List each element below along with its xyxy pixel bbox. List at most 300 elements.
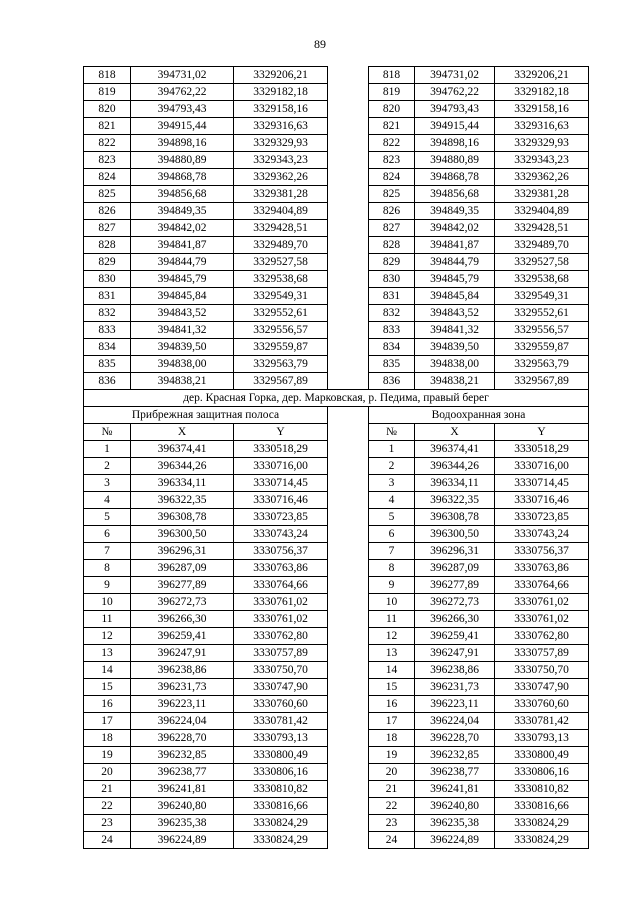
right-cell-x: 396322,35 bbox=[415, 492, 495, 509]
left-cell-num: 828 bbox=[84, 237, 131, 254]
left-cell-num: 818 bbox=[84, 67, 131, 84]
right-cell-num: 818 bbox=[369, 67, 415, 84]
left-cell-x: 394839,50 bbox=[131, 339, 234, 356]
left-cell-num: 10 bbox=[84, 594, 131, 611]
right-cell-x: 396266,30 bbox=[415, 611, 495, 628]
right-cell-y: 3330716,00 bbox=[495, 458, 589, 475]
right-cell-x: 394880,89 bbox=[415, 152, 495, 169]
right-cell-y: 3330824,29 bbox=[495, 815, 589, 832]
right-cell-y: 3330763,86 bbox=[495, 560, 589, 577]
left-cell-y: 3329182,18 bbox=[234, 84, 328, 101]
right-cell-num: 836 bbox=[369, 373, 415, 390]
right-cell-num: 834 bbox=[369, 339, 415, 356]
right-cell-y: 3330760,60 bbox=[495, 696, 589, 713]
right-cell-y: 3330816,66 bbox=[495, 798, 589, 815]
right-cell-y: 3330764,66 bbox=[495, 577, 589, 594]
left-cell-x: 396374,41 bbox=[131, 441, 234, 458]
left-cell-num: 3 bbox=[84, 475, 131, 492]
left-cell-y: 3329316,63 bbox=[234, 118, 328, 135]
left-cell-num: 826 bbox=[84, 203, 131, 220]
right-header-x: X bbox=[415, 424, 495, 441]
right-cell-x: 394762,22 bbox=[415, 84, 495, 101]
left-cell-y: 3330716,46 bbox=[234, 492, 328, 509]
left-cell-y: 3330756,37 bbox=[234, 543, 328, 560]
table-row bbox=[84, 781, 589, 798]
right-cell-num: 832 bbox=[369, 305, 415, 322]
top-rows bbox=[84, 67, 589, 390]
left-cell-num: 21 bbox=[84, 781, 131, 798]
right-cell-y: 3330762,80 bbox=[495, 628, 589, 645]
right-cell-x: 396277,89 bbox=[415, 577, 495, 594]
table-row bbox=[84, 322, 589, 339]
left-cell-num: 823 bbox=[84, 152, 131, 169]
left-header-x: X bbox=[131, 424, 234, 441]
right-cell-x: 396235,38 bbox=[415, 815, 495, 832]
right-cell-y: 3329404,89 bbox=[495, 203, 589, 220]
right-cell-y: 3330750,70 bbox=[495, 662, 589, 679]
right-cell-num: 9 bbox=[369, 577, 415, 594]
right-cell-x: 396308,78 bbox=[415, 509, 495, 526]
table-row bbox=[84, 441, 589, 458]
left-cell-num: 2 bbox=[84, 458, 131, 475]
right-cell-x: 396287,09 bbox=[415, 560, 495, 577]
table-row bbox=[84, 220, 589, 237]
right-cell-num: 23 bbox=[369, 815, 415, 832]
right-cell-y: 3329559,87 bbox=[495, 339, 589, 356]
left-cell-x: 396266,30 bbox=[131, 611, 234, 628]
left-cell-x: 396240,80 bbox=[131, 798, 234, 815]
right-cell-num: 6 bbox=[369, 526, 415, 543]
right-cell-num: 8 bbox=[369, 560, 415, 577]
left-cell-num: 836 bbox=[84, 373, 131, 390]
right-header-y: Y bbox=[495, 424, 589, 441]
table-row bbox=[84, 492, 589, 509]
left-cell-num: 819 bbox=[84, 84, 131, 101]
right-cell-x: 396259,41 bbox=[415, 628, 495, 645]
right-cell-num: 18 bbox=[369, 730, 415, 747]
right-cell-num: 827 bbox=[369, 220, 415, 237]
left-cell-num: 834 bbox=[84, 339, 131, 356]
table-row bbox=[84, 730, 589, 747]
left-cell-y: 3330800,49 bbox=[234, 747, 328, 764]
right-cell-y: 3329316,63 bbox=[495, 118, 589, 135]
left-cell-y: 3330757,89 bbox=[234, 645, 328, 662]
left-cell-y: 3329206,21 bbox=[234, 67, 328, 84]
right-cell-y: 3329158,16 bbox=[495, 101, 589, 118]
right-cell-x: 396238,86 bbox=[415, 662, 495, 679]
right-cell-x: 396344,26 bbox=[415, 458, 495, 475]
left-cell-y: 3329552,61 bbox=[234, 305, 328, 322]
left-cell-y: 3329559,87 bbox=[234, 339, 328, 356]
left-cell-y: 3329362,26 bbox=[234, 169, 328, 186]
left-cell-num: 822 bbox=[84, 135, 131, 152]
right-cell-num: 823 bbox=[369, 152, 415, 169]
left-cell-y: 3330714,45 bbox=[234, 475, 328, 492]
right-cell-num: 825 bbox=[369, 186, 415, 203]
group-title-row bbox=[84, 407, 589, 424]
left-cell-x: 394856,68 bbox=[131, 186, 234, 203]
right-cell-x: 396224,89 bbox=[415, 832, 495, 849]
left-cell-x: 396231,73 bbox=[131, 679, 234, 696]
table-row bbox=[84, 560, 589, 577]
right-cell-y: 3330781,42 bbox=[495, 713, 589, 730]
right-cell-num: 20 bbox=[369, 764, 415, 781]
left-cell-y: 3330824,29 bbox=[234, 815, 328, 832]
left-cell-x: 394841,87 bbox=[131, 237, 234, 254]
left-cell-y: 3330816,66 bbox=[234, 798, 328, 815]
left-cell-y: 3330716,00 bbox=[234, 458, 328, 475]
left-cell-x: 394915,44 bbox=[131, 118, 234, 135]
right-cell-y: 3329567,89 bbox=[495, 373, 589, 390]
right-cell-x: 396231,73 bbox=[415, 679, 495, 696]
left-cell-num: 829 bbox=[84, 254, 131, 271]
left-cell-x: 396223,11 bbox=[131, 696, 234, 713]
left-cell-num: 7 bbox=[84, 543, 131, 560]
left-cell-y: 3329158,16 bbox=[234, 101, 328, 118]
left-cell-x: 396259,41 bbox=[131, 628, 234, 645]
column-header-row bbox=[84, 424, 589, 441]
right-cell-y: 3329489,70 bbox=[495, 237, 589, 254]
left-cell-y: 3330761,02 bbox=[234, 611, 328, 628]
right-cell-num: 824 bbox=[369, 169, 415, 186]
right-cell-y: 3329362,26 bbox=[495, 169, 589, 186]
left-cell-x: 396287,09 bbox=[131, 560, 234, 577]
left-cell-num: 19 bbox=[84, 747, 131, 764]
left-cell-num: 5 bbox=[84, 509, 131, 526]
left-cell-num: 825 bbox=[84, 186, 131, 203]
left-cell-y: 3329567,89 bbox=[234, 373, 328, 390]
left-cell-y: 3330806,16 bbox=[234, 764, 328, 781]
right-cell-x: 394844,79 bbox=[415, 254, 495, 271]
table-row bbox=[84, 594, 589, 611]
table-row bbox=[84, 628, 589, 645]
right-cell-x: 394845,84 bbox=[415, 288, 495, 305]
right-cell-x: 396334,11 bbox=[415, 475, 495, 492]
right-cell-x: 396228,70 bbox=[415, 730, 495, 747]
right-cell-num: 10 bbox=[369, 594, 415, 611]
left-cell-y: 3330760,60 bbox=[234, 696, 328, 713]
left-cell-num: 11 bbox=[84, 611, 131, 628]
table-row bbox=[84, 118, 589, 135]
right-cell-num: 22 bbox=[369, 798, 415, 815]
right-cell-num: 12 bbox=[369, 628, 415, 645]
table-row bbox=[84, 254, 589, 271]
left-cell-y: 3330763,86 bbox=[234, 560, 328, 577]
right-cell-num: 820 bbox=[369, 101, 415, 118]
right-cell-num: 821 bbox=[369, 118, 415, 135]
table-row bbox=[84, 543, 589, 560]
left-cell-x: 394838,00 bbox=[131, 356, 234, 373]
table-row bbox=[84, 373, 589, 390]
right-cell-x: 394841,87 bbox=[415, 237, 495, 254]
table-row bbox=[84, 611, 589, 628]
left-cell-num: 14 bbox=[84, 662, 131, 679]
table-row bbox=[84, 67, 589, 84]
left-cell-x: 394845,84 bbox=[131, 288, 234, 305]
table-row bbox=[84, 815, 589, 832]
page-number: 89 bbox=[314, 37, 326, 51]
left-cell-x: 394793,43 bbox=[131, 101, 234, 118]
right-cell-y: 3329428,51 bbox=[495, 220, 589, 237]
left-cell-y: 3330764,66 bbox=[234, 577, 328, 594]
left-cell-num: 831 bbox=[84, 288, 131, 305]
right-cell-x: 396247,91 bbox=[415, 645, 495, 662]
left-cell-x: 396228,70 bbox=[131, 730, 234, 747]
left-cell-y: 3330761,02 bbox=[234, 594, 328, 611]
right-cell-x: 394793,43 bbox=[415, 101, 495, 118]
left-cell-y: 3329563,79 bbox=[234, 356, 328, 373]
right-cell-num: 13 bbox=[369, 645, 415, 662]
right-cell-y: 3329182,18 bbox=[495, 84, 589, 101]
right-cell-x: 396224,04 bbox=[415, 713, 495, 730]
left-cell-num: 9 bbox=[84, 577, 131, 594]
table-row bbox=[84, 764, 589, 781]
table-row bbox=[84, 832, 589, 849]
left-cell-num: 1 bbox=[84, 441, 131, 458]
right-cell-num: 828 bbox=[369, 237, 415, 254]
left-cell-y: 3330810,82 bbox=[234, 781, 328, 798]
left-cell-y: 3329556,57 bbox=[234, 322, 328, 339]
right-cell-x: 394843,52 bbox=[415, 305, 495, 322]
section-title: дер. Красная Горка, дер. Марковская, р. Педима, правый берег bbox=[84, 390, 589, 407]
left-cell-x: 396224,04 bbox=[131, 713, 234, 730]
table-row bbox=[84, 713, 589, 730]
left-cell-num: 832 bbox=[84, 305, 131, 322]
right-header-num: № bbox=[369, 424, 415, 441]
right-cell-y: 3329527,58 bbox=[495, 254, 589, 271]
left-cell-x: 394838,21 bbox=[131, 373, 234, 390]
left-cell-x: 396344,26 bbox=[131, 458, 234, 475]
table-row bbox=[84, 186, 589, 203]
left-cell-num: 18 bbox=[84, 730, 131, 747]
left-cell-y: 3330824,29 bbox=[234, 832, 328, 849]
left-cell-x: 394843,52 bbox=[131, 305, 234, 322]
right-cell-y: 3329552,61 bbox=[495, 305, 589, 322]
right-cell-num: 7 bbox=[369, 543, 415, 560]
right-cell-y: 3329329,93 bbox=[495, 135, 589, 152]
right-cell-num: 829 bbox=[369, 254, 415, 271]
coordinates-table bbox=[83, 66, 589, 849]
left-cell-num: 20 bbox=[84, 764, 131, 781]
left-cell-x: 396247,91 bbox=[131, 645, 234, 662]
table-row bbox=[84, 526, 589, 543]
right-cell-y: 3330761,02 bbox=[495, 594, 589, 611]
left-cell-y: 3330762,80 bbox=[234, 628, 328, 645]
right-cell-y: 3330810,82 bbox=[495, 781, 589, 798]
right-cell-x: 396240,80 bbox=[415, 798, 495, 815]
left-cell-x: 396296,31 bbox=[131, 543, 234, 560]
right-cell-x: 396374,41 bbox=[415, 441, 495, 458]
table-row bbox=[84, 696, 589, 713]
right-cell-x: 396296,31 bbox=[415, 543, 495, 560]
left-cell-num: 830 bbox=[84, 271, 131, 288]
right-cell-y: 3330757,89 bbox=[495, 645, 589, 662]
right-cell-num: 826 bbox=[369, 203, 415, 220]
left-cell-x: 394898,16 bbox=[131, 135, 234, 152]
right-cell-num: 15 bbox=[369, 679, 415, 696]
right-cell-x: 394898,16 bbox=[415, 135, 495, 152]
left-cell-x: 394731,02 bbox=[131, 67, 234, 84]
right-cell-x: 396241,81 bbox=[415, 781, 495, 798]
left-cell-x: 394842,02 bbox=[131, 220, 234, 237]
right-cell-num: 2 bbox=[369, 458, 415, 475]
table-row bbox=[84, 135, 589, 152]
right-cell-num: 19 bbox=[369, 747, 415, 764]
left-cell-x: 396241,81 bbox=[131, 781, 234, 798]
left-cell-num: 821 bbox=[84, 118, 131, 135]
right-cell-num: 831 bbox=[369, 288, 415, 305]
left-cell-y: 3329527,58 bbox=[234, 254, 328, 271]
right-cell-x: 394915,44 bbox=[415, 118, 495, 135]
right-cell-x: 396238,77 bbox=[415, 764, 495, 781]
right-cell-x: 394838,00 bbox=[415, 356, 495, 373]
right-cell-num: 835 bbox=[369, 356, 415, 373]
left-cell-x: 396277,89 bbox=[131, 577, 234, 594]
table-row bbox=[84, 84, 589, 101]
left-cell-num: 23 bbox=[84, 815, 131, 832]
left-group-title: Прибрежная защитная полоса bbox=[84, 407, 328, 424]
left-cell-y: 3329381,28 bbox=[234, 186, 328, 203]
right-cell-num: 17 bbox=[369, 713, 415, 730]
right-cell-y: 3330806,16 bbox=[495, 764, 589, 781]
left-cell-num: 833 bbox=[84, 322, 131, 339]
left-cell-y: 3330747,90 bbox=[234, 679, 328, 696]
left-cell-y: 3330518,29 bbox=[234, 441, 328, 458]
left-cell-x: 394880,89 bbox=[131, 152, 234, 169]
right-cell-x: 394731,02 bbox=[415, 67, 495, 84]
left-cell-x: 394849,35 bbox=[131, 203, 234, 220]
right-cell-x: 396300,50 bbox=[415, 526, 495, 543]
right-cell-num: 819 bbox=[369, 84, 415, 101]
left-cell-x: 396308,78 bbox=[131, 509, 234, 526]
left-cell-x: 396322,35 bbox=[131, 492, 234, 509]
right-cell-y: 3330824,29 bbox=[495, 832, 589, 849]
left-cell-x: 396272,73 bbox=[131, 594, 234, 611]
right-cell-num: 3 bbox=[369, 475, 415, 492]
table-row bbox=[84, 101, 589, 118]
table-row bbox=[84, 305, 589, 322]
right-cell-x: 396232,85 bbox=[415, 747, 495, 764]
right-cell-y: 3330747,90 bbox=[495, 679, 589, 696]
table-row bbox=[84, 169, 589, 186]
table-row bbox=[84, 288, 589, 305]
right-cell-num: 1 bbox=[369, 441, 415, 458]
right-cell-x: 396272,73 bbox=[415, 594, 495, 611]
right-cell-num: 5 bbox=[369, 509, 415, 526]
right-cell-num: 24 bbox=[369, 832, 415, 849]
left-cell-y: 3329538,68 bbox=[234, 271, 328, 288]
left-cell-num: 8 bbox=[84, 560, 131, 577]
left-cell-x: 396300,50 bbox=[131, 526, 234, 543]
left-cell-num: 827 bbox=[84, 220, 131, 237]
right-cell-y: 3330716,46 bbox=[495, 492, 589, 509]
right-cell-x: 396223,11 bbox=[415, 696, 495, 713]
right-cell-y: 3330793,13 bbox=[495, 730, 589, 747]
right-cell-x: 394841,32 bbox=[415, 322, 495, 339]
left-cell-x: 396238,77 bbox=[131, 764, 234, 781]
left-cell-y: 3329343,23 bbox=[234, 152, 328, 169]
right-cell-num: 822 bbox=[369, 135, 415, 152]
left-cell-num: 824 bbox=[84, 169, 131, 186]
right-cell-y: 3329206,21 bbox=[495, 67, 589, 84]
left-cell-num: 13 bbox=[84, 645, 131, 662]
right-cell-num: 833 bbox=[369, 322, 415, 339]
right-cell-y: 3330714,45 bbox=[495, 475, 589, 492]
left-cell-x: 394844,79 bbox=[131, 254, 234, 271]
right-cell-y: 3330743,24 bbox=[495, 526, 589, 543]
table-row bbox=[84, 662, 589, 679]
table-row bbox=[84, 356, 589, 373]
right-cell-num: 830 bbox=[369, 271, 415, 288]
table-row bbox=[84, 458, 589, 475]
left-cell-y: 3329404,89 bbox=[234, 203, 328, 220]
right-cell-x: 394838,21 bbox=[415, 373, 495, 390]
right-cell-y: 3330756,37 bbox=[495, 543, 589, 560]
left-cell-y: 3330743,24 bbox=[234, 526, 328, 543]
left-cell-x: 394868,78 bbox=[131, 169, 234, 186]
right-cell-num: 16 bbox=[369, 696, 415, 713]
left-cell-x: 396235,38 bbox=[131, 815, 234, 832]
right-cell-y: 3330800,49 bbox=[495, 747, 589, 764]
left-cell-y: 3330793,13 bbox=[234, 730, 328, 747]
left-header-num: № bbox=[84, 424, 131, 441]
right-cell-x: 394839,50 bbox=[415, 339, 495, 356]
left-cell-x: 394841,32 bbox=[131, 322, 234, 339]
left-cell-x: 396238,86 bbox=[131, 662, 234, 679]
table-row bbox=[84, 237, 589, 254]
section-title-row bbox=[84, 390, 589, 407]
table-row bbox=[84, 798, 589, 815]
left-header-y: Y bbox=[234, 424, 328, 441]
right-cell-y: 3330723,85 bbox=[495, 509, 589, 526]
right-cell-x: 394849,35 bbox=[415, 203, 495, 220]
right-cell-x: 394868,78 bbox=[415, 169, 495, 186]
right-cell-num: 14 bbox=[369, 662, 415, 679]
left-cell-num: 820 bbox=[84, 101, 131, 118]
left-cell-num: 6 bbox=[84, 526, 131, 543]
table-row bbox=[84, 475, 589, 492]
right-group-title: Водоохранная зона bbox=[369, 407, 589, 424]
right-cell-y: 3329549,31 bbox=[495, 288, 589, 305]
left-cell-num: 12 bbox=[84, 628, 131, 645]
left-cell-x: 394762,22 bbox=[131, 84, 234, 101]
left-cell-x: 396232,85 bbox=[131, 747, 234, 764]
right-cell-x: 394856,68 bbox=[415, 186, 495, 203]
left-cell-y: 3329329,93 bbox=[234, 135, 328, 152]
left-cell-y: 3330781,42 bbox=[234, 713, 328, 730]
table-row bbox=[84, 645, 589, 662]
left-cell-y: 3329428,51 bbox=[234, 220, 328, 237]
right-cell-y: 3329538,68 bbox=[495, 271, 589, 288]
right-cell-y: 3329343,23 bbox=[495, 152, 589, 169]
right-cell-num: 21 bbox=[369, 781, 415, 798]
right-cell-x: 394842,02 bbox=[415, 220, 495, 237]
right-cell-num: 4 bbox=[369, 492, 415, 509]
right-cell-y: 3329381,28 bbox=[495, 186, 589, 203]
left-cell-y: 3330750,70 bbox=[234, 662, 328, 679]
left-cell-num: 24 bbox=[84, 832, 131, 849]
right-cell-y: 3330761,02 bbox=[495, 611, 589, 628]
left-cell-y: 3329489,70 bbox=[234, 237, 328, 254]
left-cell-num: 17 bbox=[84, 713, 131, 730]
left-cell-x: 396224,89 bbox=[131, 832, 234, 849]
table-row bbox=[84, 152, 589, 169]
left-cell-num: 22 bbox=[84, 798, 131, 815]
bottom-rows bbox=[84, 441, 589, 849]
left-cell-num: 16 bbox=[84, 696, 131, 713]
right-cell-y: 3329563,79 bbox=[495, 356, 589, 373]
table-row bbox=[84, 339, 589, 356]
